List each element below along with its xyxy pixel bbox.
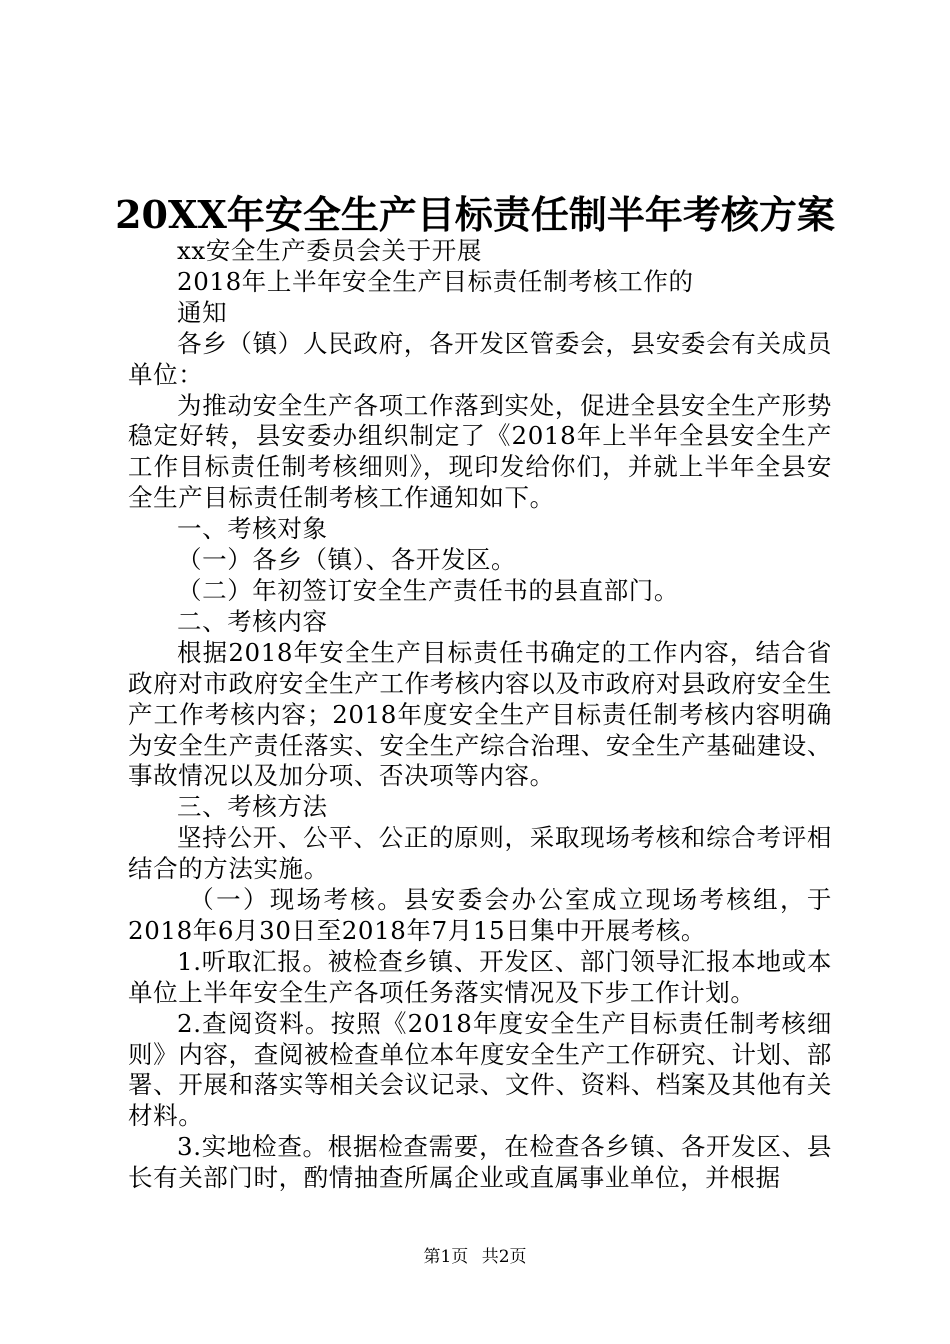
notice-heading-line-1: xx安全生产委员会关于开展 (177, 236, 482, 265)
method-step-3: 3.实地检查。根据检查需要，在检查各乡镇、各开发区、县长有关部门时，酌情抽查所属企业或直属事业单位，并根据 (128, 1132, 832, 1193)
content-paragraph: 根据2018年安全生产目标责任书确定的工作内容，结合省政府对市政府安全生产工作考核内容以及市政府对县政府安全生产工作考核内容；2018年度安全生产目标责任制考核内容明确为安全生产责任落实、安全生产综合治理、安全生产基础建设、事故情况以及加分项、否决项等内容。 (128, 637, 832, 791)
section-heading-method: 三、考核方法 (177, 792, 328, 822)
notice-heading-line-2: 2018年上半年安全生产目标责任制考核工作的 (177, 266, 694, 296)
page-total: 共2页 (481, 1247, 527, 1267)
method-paragraph: 坚持公开、公平、公正的原则，采取现场考核和综合考评相结合的方法实施。 (128, 823, 832, 884)
section-heading-content: 二、考核内容 (177, 606, 328, 636)
method-step-1: 1.听取汇报。被检查乡镇、开发区、部门领导汇报本地或本单位上半年安全生产各项任务落实情况及下步工作计划。 (128, 946, 832, 1007)
notice-heading-line-3: 通知 (177, 297, 228, 327)
section-heading-targets: 一、考核对象 (177, 514, 328, 544)
targets-item-1: （一）各乡（镇）、各开发区。 (177, 545, 517, 575)
addressee-paragraph: 各乡（镇）人民政府，各开发区管委会，县安委会有关成员单位： (128, 328, 832, 389)
onsite-check-paragraph: （一）现场考核。县安委会办公室成立现场考核组，于2018年6月30日至2018年7月15日集中开展考核。 (128, 885, 832, 945)
page-number: 第1页 (423, 1247, 469, 1267)
page-footer (0, 1242, 950, 1267)
document-body (128, 236, 832, 1194)
document-title: 20XX年安全生产目标责任制半年考核方案 (115, 192, 835, 237)
method-step-2: 2.查阅资料。按照《2018年度安全生产目标责任制考核细则》内容，查阅被检查单位本年度安全生产工作研究、计划、部署、开展和落实等相关会议记录、文件、资料、档案及其他有关材料。 (128, 1008, 832, 1131)
targets-item-2: （二）年初签订安全生产责任书的县直部门。 (177, 575, 679, 605)
intro-paragraph: 为推动安全生产各项工作落到实处，促进全县安全生产形势稳定好转，县安委办组织制定了《2018年上半年全县安全生产工作目标责任制考核细则》，现印发给你们，并就上半年全县安全生产目标责任制考核工作通知如下。 (128, 390, 832, 513)
